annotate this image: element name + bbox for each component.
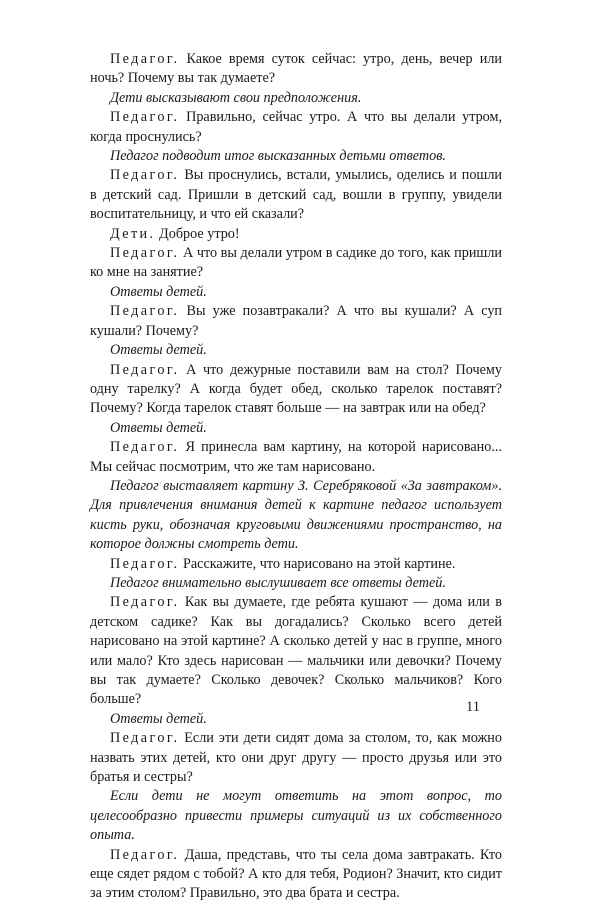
stage-direction bbox=[90, 419, 502, 438]
dialogue-paragraph bbox=[90, 166, 502, 224]
speaker-label: Педагог. bbox=[110, 51, 180, 67]
speaker-label: Педагог. bbox=[110, 303, 180, 320]
paragraph-text: А что дежурные поставили вам на стол? Почему одну тарелку? А когда будет обед, сколько тарелок поставят? Почему? Когда тарелок ставят больше — на завтрак или на обед? bbox=[90, 361, 502, 417]
speaker-label: Педагог. bbox=[110, 555, 180, 572]
dialogue-paragraph bbox=[90, 729, 502, 787]
dialogue-paragraph bbox=[90, 846, 502, 904]
dialogue-paragraph bbox=[90, 302, 502, 341]
paragraph-text: Если эти дети сидят дома за столом, то, как можно назвать этих детей, кто они друг другу — просто друзья или это братья и сестры? bbox=[90, 730, 502, 786]
paragraph-text: Вы уже позавтракали? А что вы кушали? А суп кушали? Почему? bbox=[90, 303, 503, 339]
stage-direction bbox=[90, 147, 502, 166]
stage-direction bbox=[90, 283, 502, 302]
paragraph-text: Ответы детей. bbox=[110, 283, 207, 300]
dialogue-paragraph bbox=[90, 50, 502, 89]
paragraph-text: Как вы думаете, где ребята кушают — дома или в детском садике? Как вы догадались? Сколько всего детей нарисовано на этой картине? А сколько детей у нас в группе, много или мало? Кто здесь нарисован — мальчики или девочки? Почему вы так думаете? Сколько девочек? Сколько мальчиков? Кого больше? bbox=[90, 594, 502, 708]
paragraph-text: Ответы детей. bbox=[110, 342, 207, 359]
speaker-label: Педагог. bbox=[110, 167, 180, 184]
dialogue-paragraph bbox=[90, 244, 502, 283]
stage-direction bbox=[90, 477, 502, 555]
paragraph-text: Ответы детей. bbox=[110, 710, 207, 727]
speaker-label: Педагог. bbox=[110, 594, 180, 611]
dialogue-paragraph bbox=[90, 555, 502, 574]
speaker-label: Педагог. bbox=[110, 109, 180, 126]
paragraph-text: Доброе утро! bbox=[159, 225, 240, 242]
dialogue-paragraph bbox=[90, 438, 502, 477]
dialogue-paragraph bbox=[90, 361, 502, 419]
speaker-label: Дети. bbox=[110, 225, 156, 242]
paragraph-text: Расскажите, что нарисовано на этой картине. bbox=[182, 555, 456, 572]
stage-direction bbox=[90, 710, 502, 729]
speaker-label: Педагог. bbox=[110, 730, 180, 747]
paragraph-text: Какое время суток сейчас: утро, день, вечер или ночь? Почему вы так думаете? bbox=[90, 51, 502, 87]
paragraph-text: Правильно, сейчас утро. А что вы делали утром, когда проснулись? bbox=[90, 109, 503, 145]
paragraph-text: Педагог внимательно выслушивает все ответы детей. bbox=[110, 574, 446, 591]
dialogue-paragraph bbox=[90, 225, 502, 244]
speaker-label: Педагог. bbox=[110, 439, 180, 456]
paragraph-text: Даша, представь, что ты села дома завтракать. Кто еще сядет рядом с тобой? А кто для тебя, Родион? Значит, кто сидит за этим столом? Правильно, это два брата и сестра. bbox=[90, 846, 502, 902]
dialogue-paragraph bbox=[90, 593, 502, 709]
speaker-label: Педагог. bbox=[110, 361, 180, 378]
page-body bbox=[90, 50, 502, 904]
dialogue-paragraph bbox=[90, 108, 502, 147]
speaker-label: Педагог. bbox=[110, 245, 180, 262]
speaker-label: Педагог. bbox=[110, 846, 180, 863]
stage-direction bbox=[90, 574, 502, 593]
stage-direction bbox=[90, 787, 502, 845]
paragraph-text: Я принесла вам картину, на которой нарисовано... Мы сейчас посмотрим, что же там нарисовано. bbox=[90, 439, 503, 475]
stage-direction bbox=[90, 89, 502, 108]
paragraph-text: Вы проснулись, встали, умылись, оделись и пошли в детский сад. Пришли в детский сад, вошли в группу, увидели воспитательницу, и что ей сказали? bbox=[90, 167, 503, 223]
paragraph-text: Педагог выставляет картину З. Серебряковой «За завтраком». Для привлечения внимания детей к картине педагог использует кисть руки, обозначая круговыми движениями пространство, на которое должны смотреть дети. bbox=[90, 477, 502, 553]
paragraph-text: Ответы детей. bbox=[110, 419, 207, 436]
page-number: 11 bbox=[466, 699, 480, 715]
paragraph-text: Дети высказывают свои предположения. bbox=[110, 89, 362, 106]
stage-direction bbox=[90, 341, 502, 360]
paragraph-text: Педагог подводит итог высказанных детьми ответов. bbox=[110, 148, 446, 165]
paragraph-text: Если дети не могут ответить на этот вопрос, то целесообразно привести примеры ситуаций из их собственного опыта. bbox=[90, 788, 502, 844]
paragraph-text: А что вы делали утром в садике до того, как пришли ко мне на занятие? bbox=[90, 245, 503, 281]
